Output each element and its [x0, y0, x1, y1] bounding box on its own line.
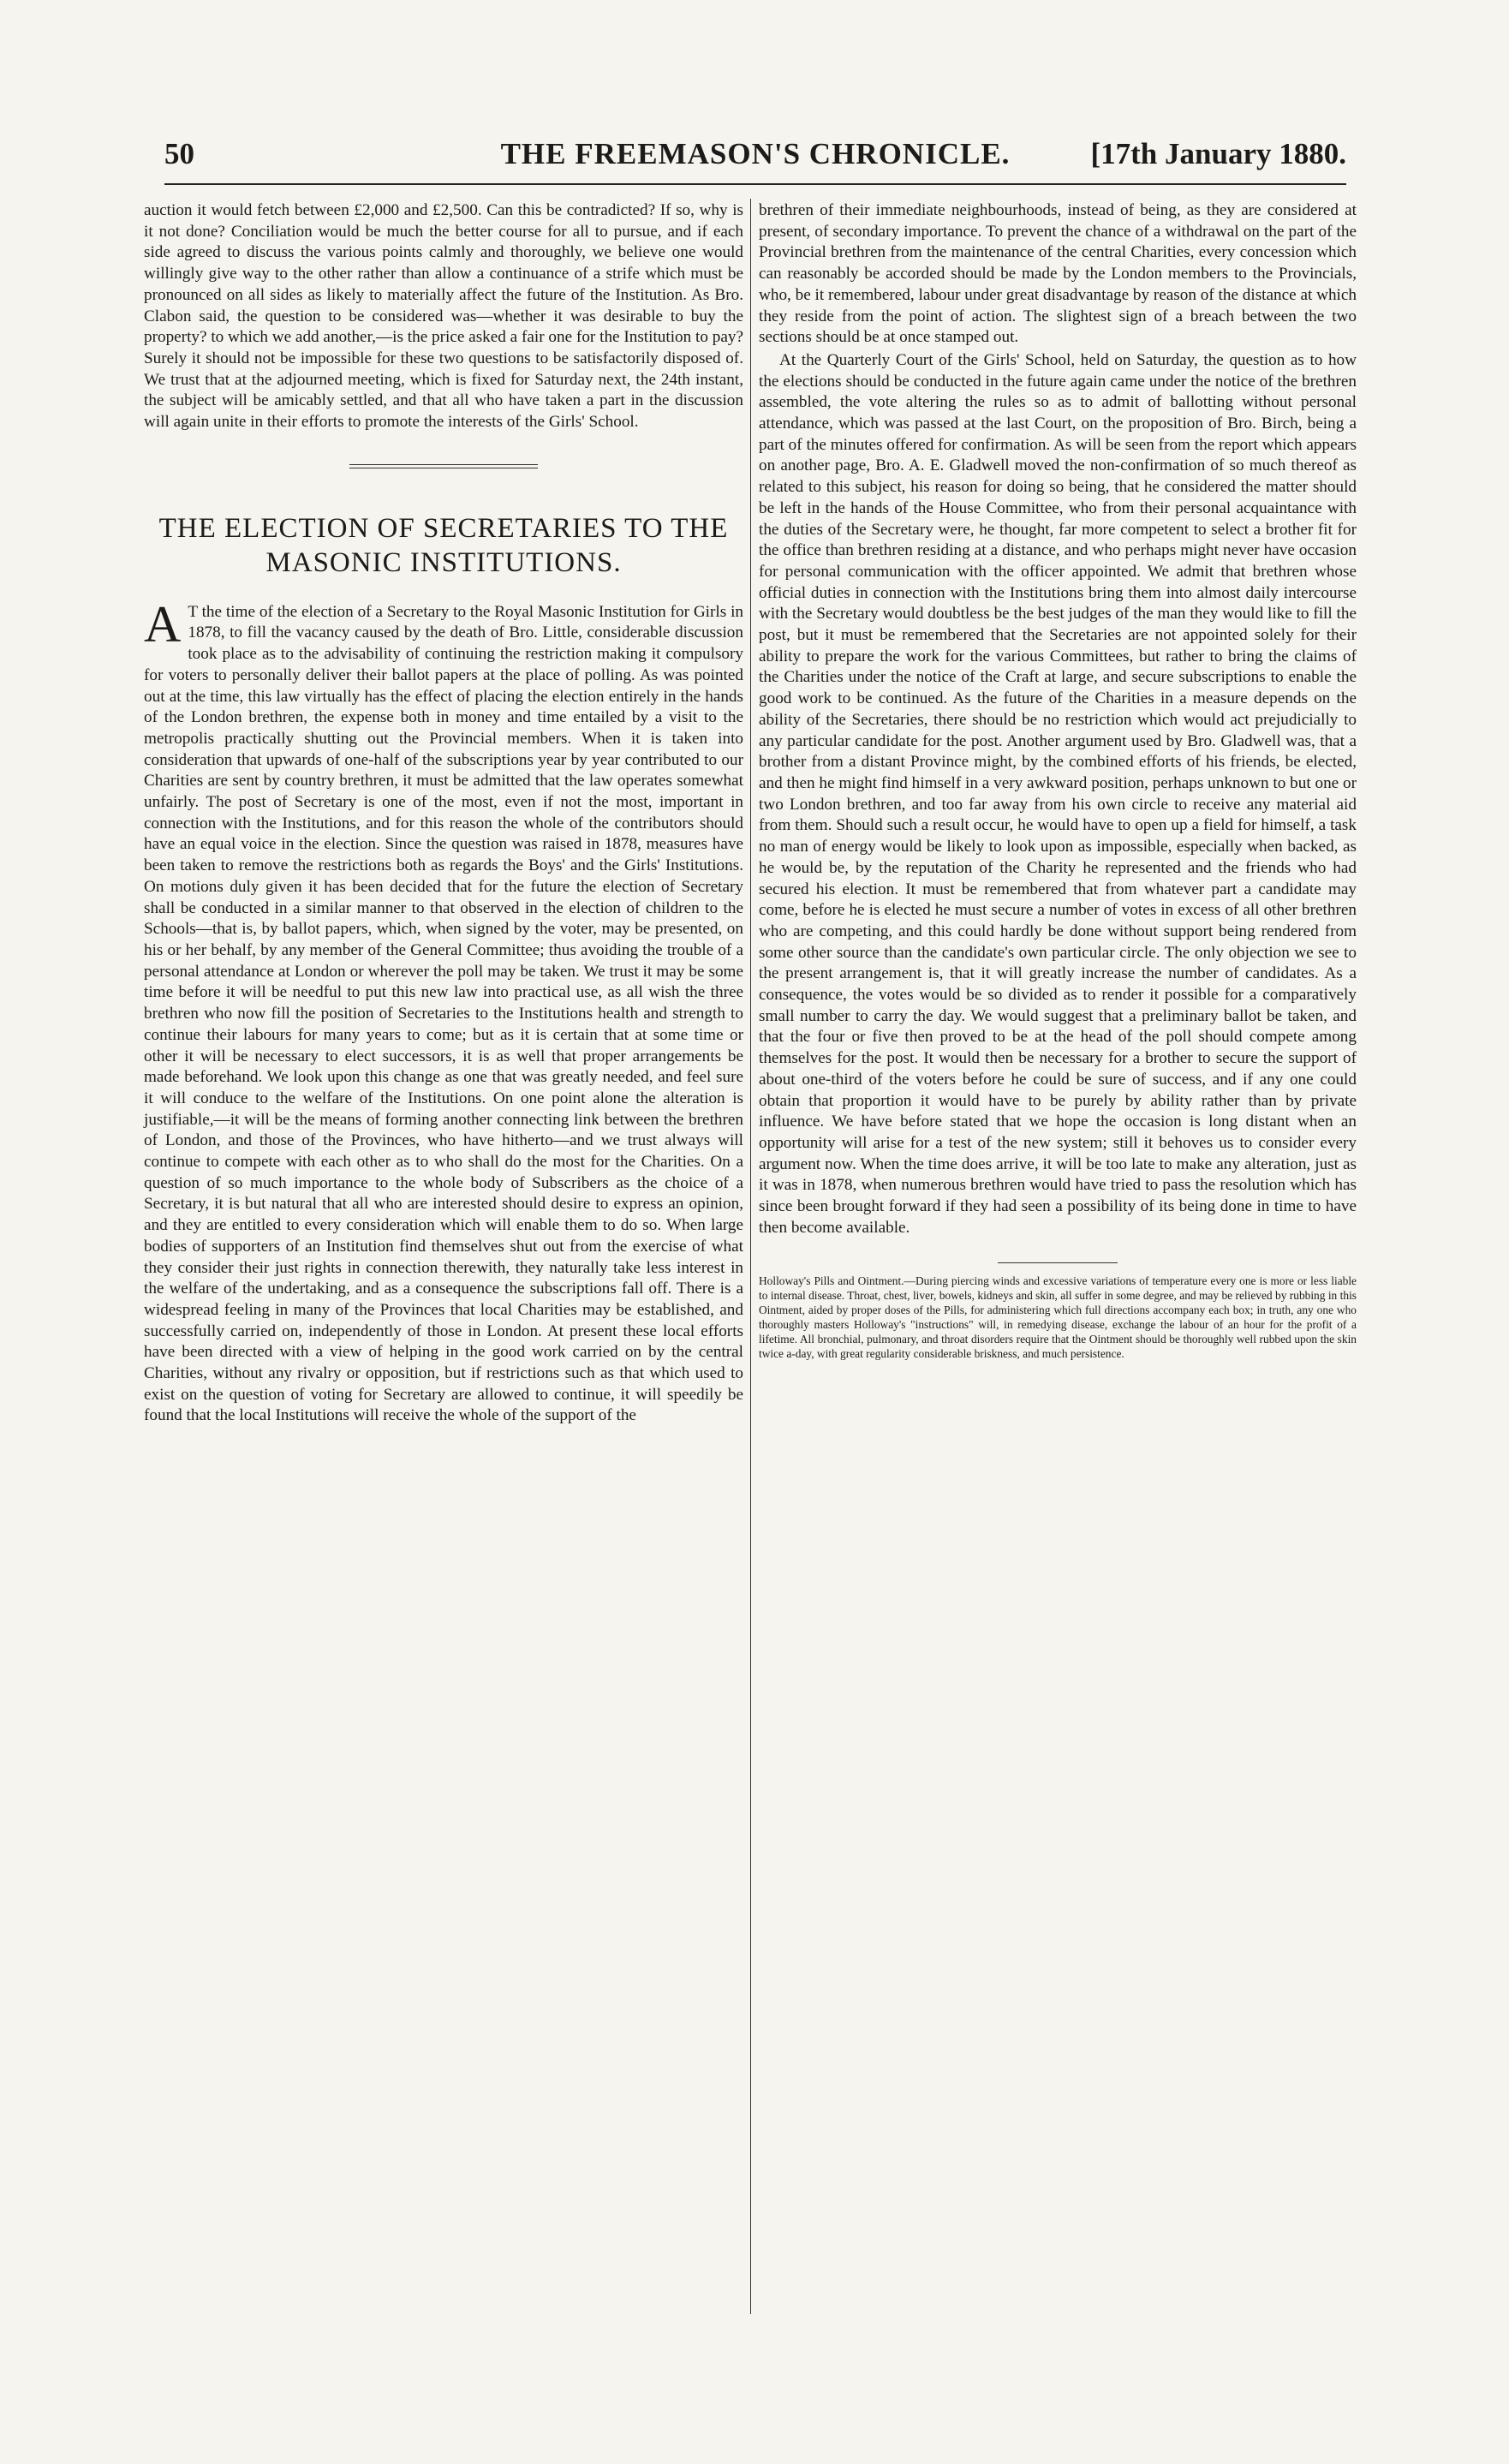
left-column — [144, 200, 743, 1429]
article-text: T the time of the election of a Secretary to the Royal Masonic Institution for Girls in 1878, to fill the vacancy caused by the death of Bro. Little, considerable discussion took place as to the advisability of continuing the restriction making it compulsory for voters to personally deliver their ballot papers at the place of polling. As was pointed out at the time, this law virtually has the effect of placing the election entirely in the hands of the London brethren, the expense both in money and time entailed by a visit to the metropolis practically shutting out the Provincial members. When it is taken into consideration that upwards of one-half of the subscriptions year by year contributed to our Charities are sent by country brethren, it must be admitted that the law operates somewhat unfairly. The post of Secretary is one of the most, even if not the most, important in connection with the Institutions, and for this reason the whole of the contributors should have an equal voice in the election. Since the question was raised in 1878, measures have been taken to remove the restrictions both as regards the Boys' and the Girls' Institutions. On motions duly given it has been decided that for the future the election of Secretary shall be conducted in a similar manner to that observed in the election of children to the Schools—that is, by ballot papers, which, when signed by the voter, may be presented, on his or her behalf, by any member of the General Committee; thus avoiding the trouble of a personal attendance at London or wherever the poll may be taken. We trust it may be some time before it will be needful to put this new law into practical use, as all wish the three brethren who now fill the position of Secretaries to the Institutions health and strength to continue their labours for many years to come; but as it is certain that at some time or other it will be necessary to elect successors, it is as well that proper arrangements be made beforehand. We look upon this change as one that was greatly needed, and feel sure it will conduce to the welfare of the Institutions. On one point alone the alteration is justifiable,—it will be the means of forming another connecting link between the brethren of London, and those of the Provinces, who have hitherto—and we trust always will continue to compete with each other as to who shall do the most for the Charities. On a question of so much importance to the whole body of Subscribers as the choice of a Secretary, it is but natural that all who are interested should desire to express an opinion, and they are entitled to every consideration which will enable them to do so. When large bodies of supporters of an Institution find themselves shut out from the exercise of what they consider their just rights in connection therewith, they naturally take less interest in the welfare of the undertaking, and as a consequence the subscriptions fall off. There is a widespread feeling in many of the Provinces that local Charities may be established, and successfully carried on, independently of those in London. At present these local efforts have been directed with a view of helping in the good work carried on by the central Charities, without any rivalry or opposition, but if restrictions such as that which used to exist on the question of voting for Secretary are allowed to continue, it will speedily be found that the local Institutions will receive the whole of the support of the — [144, 602, 743, 1425]
article-heading: THE ELECTION OF SECRETARIES TO THE MASONIC INSTITUTIONS. — [158, 512, 729, 578]
article-paragraph — [144, 595, 743, 1427]
publication-title: THE FREEMASON'S CHRONICLE. — [500, 137, 1011, 170]
right-column — [759, 200, 1357, 1363]
continued-paragraph: brethren of their immediate neighbourhoods, instead of being, as they are considered at present, of secondary importance. To prevent the chance of a withdrawal on the part of the Provincial brethren from the maintenance of the central Charities, every concession which can reasonably be accorded should be made by the London members to the Provincials, who, be it remembered, labour under great disadvantage by reason of the distance at which they reside from the point of action. The slightest sign of a breach between the two sections should be at once stamped out. — [759, 201, 1357, 347]
issue-date: [17th January 1880. — [1090, 137, 1346, 170]
section-divider — [349, 464, 538, 468]
advertisement-notice: Holloway's Pills and Ointment.—During piercing winds and excessive variations of temperature every one is more or less liable to internal disease. Throat, chest, liver, bowels, kidneys and skin, all suffer in some degree, and may be relieved by rubbing in this Ointment, aided by proper doses of the Pills, for administering which full directions accompany each box; in truth, any one who thoroughly masters Holloway's "instructions" will, in remedying disease, exchange the labour of an hour for the profit of a lifetime. All bronchial, pulmonary, and throat disorders require that the Ointment should be thoroughly well rubbed upon the skin twice a-day, with great regularity considerable briskness, and much persistence. — [759, 1274, 1357, 1361]
page-header — [164, 137, 1346, 185]
column-divider — [750, 199, 751, 2314]
page-number: 50 — [164, 137, 194, 170]
continued-paragraph: auction it would fetch between £2,000 and £2,500. Can this be contradicted? If so, why is it not done? Conciliation would be much the better course for all to pursue, and if each side agreed to discuss the various points calmly and thoroughly, we believe one would willingly give way to the other rather than allow a continuance of a strife which must be pronounced on all sides as likely to materially affect the future of the Institution. As Bro. Clabon said, the question to be considered was—whether it was desirable to buy the property? to which we add another,—is the price asked a fair one for the Institution to pay? Surely it should not be impossible for these two questions to be satisfactorily disposed of. We trust that at the adjourned meeting, which is fixed for Saturday next, the 24th instant, the subject will be amicably settled, and that all who have taken a part in the discussion will again unite in their efforts to promote the interests of the Girls' School. — [144, 201, 743, 432]
drop-cap: A — [144, 595, 182, 653]
article-paragraph: At the Quarterly Court of the Girls' School, held on Saturday, the question as to how the elections should be conducted in the future again came under the notice of the brethren assembled, the vote altering the rules so as to admit of ballotting without personal attendance, which was passed at the last Court, on the proposition of Bro. Birch, being a part of the minutes offered for confirmation. As will be seen from the report which appears on another page, Bro. A. E. Gladwell moved the non-confirmation of so much thereof as related to this subject, his reason for doing so being, that he considered the matter should be left in the hands of the House Committee, who from their personal acquaintance with the duties of the Secretary were, he thought, far more competent to select a brother fit for the office than brethren residing at a distance, and who perhaps might never have occasion for personal communication with the officer appointed. We admit that brethren whose official duties in connection with the Institutions bring them into almost daily intercourse with the Secretary would doubtless be the best judges of the man they would like to fill the post, but it must be remembered that the Secretaries are not appointed solely for their ability to prepare the work for the various Committees, but rather to bring the claims of the Charities under the notice of the Craft at large, and secure subscriptions to enable the good work to be continued. As the future of the Charities in a measure depends on the ability of the Secretaries, there should be no restriction which would act prejudicially to any particular candidate for the post. Another argument used by Bro. Gladwell was, that a brother from a distant Province might, by the combined efforts of his friends, be elected, and then he might find himself in a very awkward position, perhaps unknown to but one or two London brethren, and too far away from his own circle to receive any material aid from them. Should such a result occur, he would have to open up a field for himself, a task no man of energy would be likely to look upon as impossible, especially when backed, as he would be, by the reputation of the Charity he represented and the friends who had secured his election. It must be remembered that from whatever part a candidate may come, before he is elected he must secure a number of votes in excess of all other brethren who are competing, and this could hardly be done without support being rendered from some other source than the candidate's own particular circle. The only objection we see to the present arrangement is, that it will greatly increase the number of candidates. As a consequence, the votes would be so divided as to render it possible for a comparatively small number to carry the day. We would suggest that a preliminary ballot be taken, and that the four or five then proved to be at the head of the poll should compete among themselves for the post. It would then be necessary for a brother to secure the support of about one-third of the voters before he could be sure of success, and if any one could obtain that proportion it would have to be purely by ability rather than by private influence. We have before stated that we hope the occasion is long distant when an opportunity will arise for a test of the new system; still it behoves us to consider every argument now. When the time does arrive, it will be too late to make any alteration, just as it was in 1878, when numerous brethren would have tried to pass the resolution which has since been brought forward if they had seen a possibility of its being done in time to have then become available. — [759, 350, 1357, 1237]
